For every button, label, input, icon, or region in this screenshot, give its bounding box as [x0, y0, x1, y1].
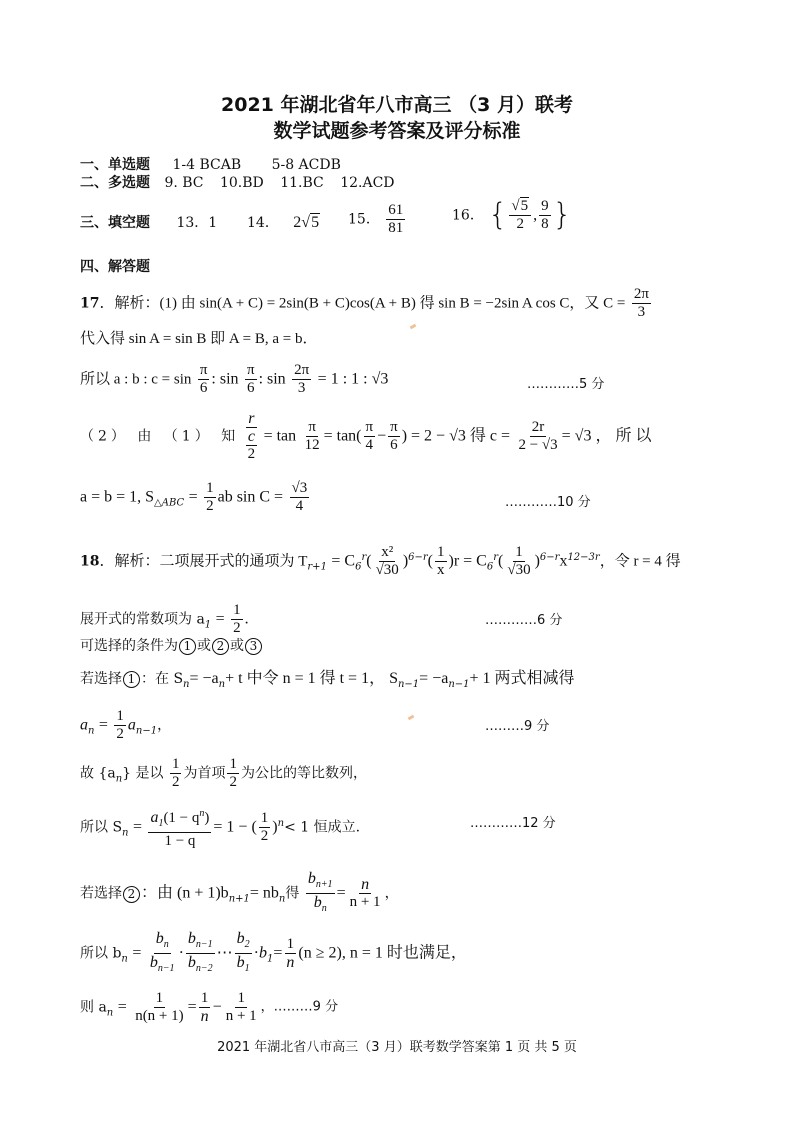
p17-line5: a = b = 1, $S_{\triangle ABC}$ = $\frac{1}{2}$ ab sin C = $\frac{√3}{4}$: [80, 480, 308, 514]
p18-line1: 18．解析：二项展开式的通项为 $T_{r+1} = C_6^r$( $\frac{\text{x²}}{√30}$ )$^{6-r}$( $\frac{1}{x}$ )$r = C_6^r$( $\frac{1}{√30}$ )$^{6-r}x^{12-3r}$，令 r = 4 得: [80, 544, 681, 578]
p17-line1: 17．解析：(1) 由 sin(A + C) = 2sin(B + C)cos(A + B) 得 sin B = −2sin A cos C，又 C = $\frac{2\pi}{3}$: [80, 286, 649, 320]
p17-line2: 代入得 sin A = sin B 即 A = B, a = b．: [80, 331, 318, 347]
p18-score-9b: ，………9 分: [260, 999, 339, 1015]
page-footer: 2021 年湖北省八市高三（3 月）联考数学答案第 1 页 共 5 页: [217, 1040, 577, 1055]
scan-artifact: [408, 715, 415, 721]
p17-score-5: …………5 分: [527, 377, 605, 392]
p18-line9: 所以 $b_n$ = $\frac{b_n}{b_{n-1}}$ · $\frac{b_{n-1}}{b_{n-2}}$ ⋯ $\frac{b_2}{b_1}$ $\cdot b_1=$ $\frac{1}{n}$ (n ≥ 2), n = 1 时也满足，: [80, 930, 467, 974]
p18-line4: 若选择 1 ：在 $S_n= -a_n+ t$ 中令 n = 1 得 t = 1， $S_{n-1}= -a_{n-1}+ 1$ 两式相减得: [80, 670, 575, 690]
p18-line7: 所以 $S_n$ = $\frac{a_1(1 - q^n)}{1 - q}$ = 1 − ( $\frac{1}{2}$ )$^n$< 1 恒成立.: [80, 805, 360, 850]
p18-score-9a: ………9 分: [485, 719, 550, 734]
p18-line3: 可选择的条件为 1 或 2 或 3: [80, 637, 263, 655]
p17-line3: 所以 a : b : c = sin $\frac{\pi}{6}$ : sin $\frac{\pi}{6}$ : sin $\frac{2\pi}{3}$ = 1 : 1 : √3: [80, 362, 389, 396]
section-single-choice: 一、单选题 1-4 BCAB 5-8 ACDB: [80, 157, 341, 173]
p17-line4: （2） 由 （1） 知 r c 2 = tan $\frac{\pi}{12}$ = tan( $\frac{\pi}{4}$ − $\frac{\pi}{6}$ ) = 2 − √3 得 c = $\frac{2r}{2 - √3}$ = √3 ， 所 以: [80, 410, 652, 462]
answer-16: 16． { $\frac{√5}{2}$ , $\frac{9}{8}$ }: [452, 197, 572, 233]
section-fill-blank: 三、填空题 13．1: [80, 215, 218, 231]
p18-line2: 展开式的常数项为 $a_1$ = $\frac{1}{2}$ .: [80, 602, 249, 636]
p18-score-12: …………12 分: [470, 816, 556, 831]
p18-score-6: …………6 分: [485, 613, 563, 628]
doc-title-line2: 数学试题参考答案及评分标准: [273, 120, 521, 142]
p18-line6: 故 $\{a_n\}$ 是以 $\frac{1}{2}$ 为首项 $\frac{1}{2}$ 为公比的等比数列，: [80, 756, 367, 790]
p17-score-10: …………10 分: [505, 495, 591, 510]
section-multi-choice: 二、多选题 9. BC 10.BD 11.BC 12.ACD: [80, 175, 395, 191]
answer-14: 14． 2√5: [247, 214, 320, 231]
p18-line5: $a_n$ = $\frac{1}{2}$ $a_{n-1}$，: [80, 708, 172, 742]
section-solutions: 四、解答题: [80, 259, 150, 275]
doc-title-line1: 2021 年湖北省年八市高三 （3 月）联考: [221, 94, 573, 116]
answer-15: 15． $\frac{61}{81}$: [348, 202, 404, 236]
p18-line8: 若选择 2 ：由 $(n + 1)b_{n+1}= nb_n$得 $\frac{b_{n+1}}{b_n}$ = $\frac{n}{n + 1}$ ，: [80, 870, 399, 914]
scan-artifact: [410, 324, 417, 330]
fraction-61-81: $\frac{61}{81}$: [388, 202, 404, 236]
p18-line10: 则 $a_n$ = $\frac{1}{n(n + 1)}$ = $\frac{1}{n}$ − $\frac{1}{n + 1}$ ，………9 分: [80, 990, 339, 1025]
